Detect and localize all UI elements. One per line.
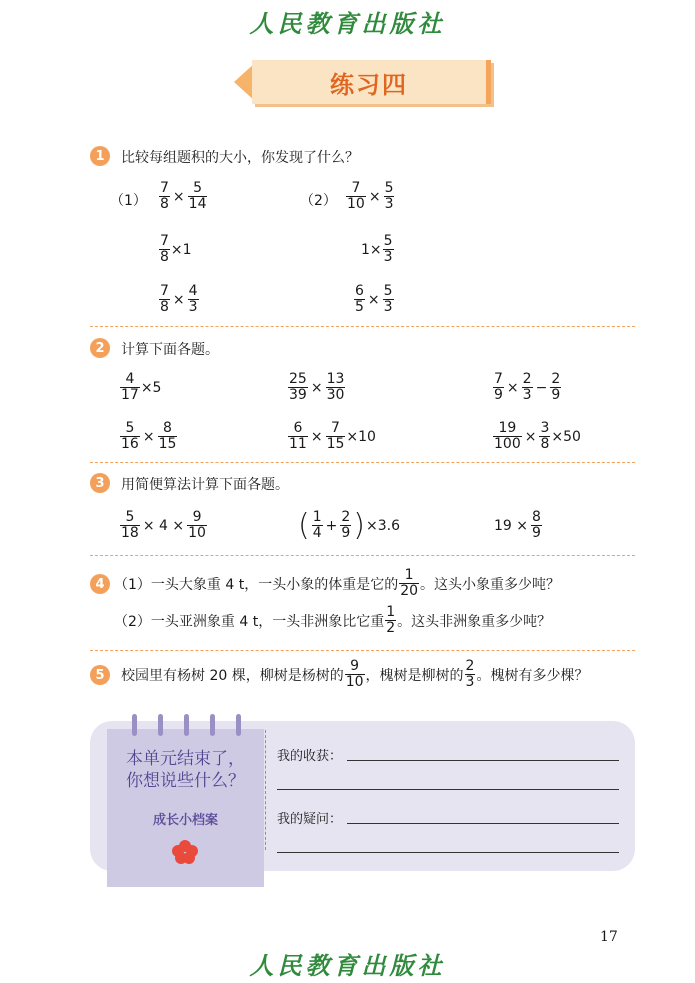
q2-expr-d: $\frac{5}{16}$ × $\frac{8}{15}$ (121, 420, 177, 452)
q5-text: 校园里有杨树 20 棵，柳树是杨树的 9 10 ，槐树是柳树的 2 3 。槐树有多少棵？ (121, 658, 589, 690)
gain-write-line[interactable] (347, 760, 619, 761)
gain-label: 我的收获： (277, 749, 343, 764)
binder-ring (158, 714, 163, 736)
q1-expr-f: $\frac{6}{5}$ × $\frac{5}{3}$ (355, 283, 393, 315)
binder-ring (132, 714, 137, 736)
q4-line-1: （1）一头大象重 4 t，一头小象的体重是它的 1 20 。这头小象重多少吨？ (114, 567, 561, 599)
q1-expr-b: $\frac{7}{8}$ ×1 (160, 233, 192, 265)
section-divider (90, 650, 635, 651)
publisher-logo-top: 人民教育出版社 (249, 9, 446, 38)
q2-expr-f: $\frac{19}{100}$ × $\frac{3}{8}$ ×50 (494, 420, 581, 452)
q1-expr-e: 1× $\frac{5}{3}$ (361, 233, 393, 265)
q2-expr-e: $\frac{6}{11}$ × $\frac{7}{15}$ ×10 (289, 420, 376, 452)
q1-expr-c: $\frac{7}{8}$ × $\frac{4}{3}$ (160, 283, 198, 315)
q2-expr-c: $\frac{7}{9}$ × $\frac{2}{3}$ − $\frac{2}{9}$ (494, 371, 561, 403)
group-1-label: （1） (110, 193, 147, 209)
q1-expr-d: $\frac{7}{10}$ × $\frac{5}{3}$ (347, 180, 394, 212)
section-divider (90, 555, 635, 556)
question-number-2: 2 (90, 338, 110, 358)
q4-line-2: （2）一头亚洲象重 4 t，一头非洲象比它重 1 2 。这头非洲象重多少吨？ (114, 604, 552, 636)
q3-expr-a: $\frac{5}{18}$ × 4 × $\frac{9}{10}$ (121, 509, 206, 541)
card-heading-line-2: 你想说些什么？ (126, 771, 245, 791)
group-2-label: （2） (300, 193, 337, 209)
question-number-5: 5 (90, 665, 110, 685)
question-1-text: 比较每组题积的大小，你发现了什么？ (121, 150, 359, 166)
flower-icon (172, 840, 198, 864)
page-number: 17 (600, 929, 618, 945)
exercise-title: 练习四 (252, 60, 491, 104)
card-subtitle: 成长小档案 (152, 813, 218, 828)
question-number-4: 4 (90, 574, 110, 594)
card-heading-line-1: 本单元结束了， (126, 749, 245, 769)
binder-ring (184, 714, 189, 736)
doubt-write-line[interactable] (347, 823, 619, 824)
q2-expr-b: $\frac{25}{39}$ × $\frac{13}{30}$ (289, 371, 345, 403)
q3-expr-b: ( 1 4 + $\frac{2}{9}$ ) ×3.6 (298, 507, 401, 543)
section-divider (90, 326, 635, 327)
publisher-logo-bottom: 人民教育出版社 (249, 951, 446, 980)
section-divider (90, 462, 635, 463)
q3-expr-c: 19 × $\frac{8}{9}$ (494, 509, 541, 541)
gain-write-line[interactable] (277, 789, 619, 790)
doubt-write-line[interactable] (277, 852, 619, 853)
card-divider (265, 730, 266, 850)
question-number-1: 1 (90, 146, 110, 166)
question-2-text: 计算下面各题。 (121, 342, 219, 358)
question-3-text: 用简便算法计算下面各题。 (121, 477, 289, 493)
q1-expr-a: $\frac{7}{8}$ × $\frac{5}{14}$ (160, 180, 207, 212)
question-number-3: 3 (90, 473, 110, 493)
binder-ring (210, 714, 215, 736)
binder-ring (236, 714, 241, 736)
doubt-label: 我的疑问： (277, 812, 343, 827)
q2-expr-a: $\frac{4}{17}$ ×5 (121, 371, 162, 403)
